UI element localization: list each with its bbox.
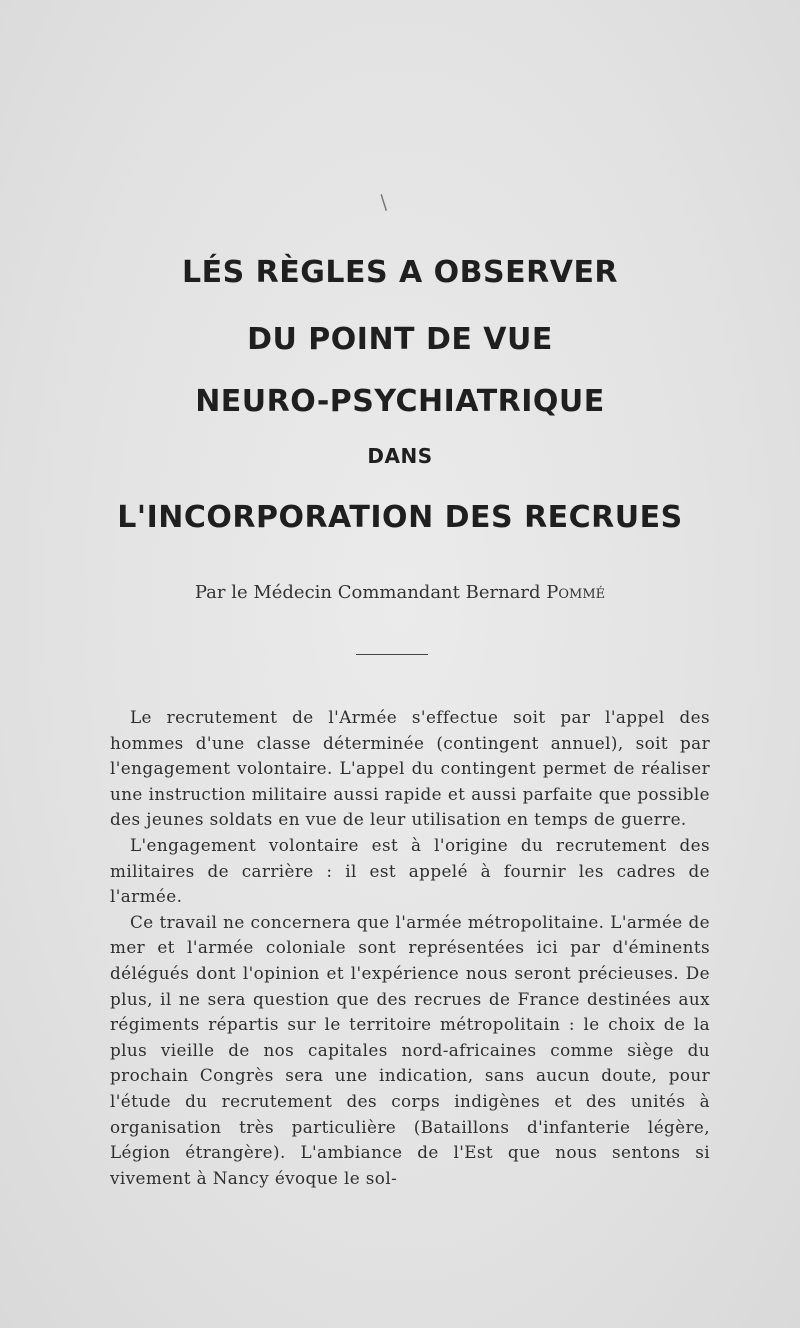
separator-rule	[356, 654, 428, 655]
pencil-mark: /	[373, 190, 394, 214]
paragraph: L'engagement volontaire est à l'origine du recrutement des militaires de carrière : il est appelé à fournir les cadres de l'armée.	[110, 834, 710, 907]
author-surname: Pommé	[546, 582, 606, 603]
title-line-4: DANS	[367, 444, 433, 468]
title-line-2: DU POINT DE VUE	[247, 322, 553, 357]
title-line-3: NEURO-PSYCHIATRIQUE	[195, 384, 605, 419]
paragraph: Ce travail ne concernera que l'armée métropolitaine. L'armée de mer et l'armée coloniale sont représentées ici par d'éminents délégués dont l'opinion et l'expérience nous seront précieuses. De plus, il ne sera question que des recrues de France destinées aux régiments répartis sur le territoire métropolitain : le choix de la plus vieille de nos capitales nord-africaines comme siège du prochain Congrès sera une indication, sans aucun doute, pour l'étude du recrutement des corps indigènes et des unités à organisation très particulière (Bataillons d'infanterie légère, Légion étrangère). L'ambiance de l'Est que nous sentons si vivement à Nancy évoque le sol-	[110, 911, 710, 1188]
body-text	[110, 705, 710, 1191]
title-line-5: L'INCORPORATION DES RECRUES	[117, 500, 683, 535]
title-line-1: LÉS RÈGLES A OBSERVER	[181, 255, 619, 290]
byline-prefix: Par le Médecin Commandant Bernard	[194, 582, 547, 603]
author-byline	[0, 582, 800, 603]
paragraph: Le recrutement de l'Armée s'effectue soit par l'appel des hommes d'une classe déterminée (contingent annuel), soit par l'engagement volontaire. L'appel du contingent permet de réaliser une instruction militaire aussi rapide et aussi parfaite que possible des jeunes soldats en vue de leur utilisation en temps de guerre.	[110, 707, 710, 830]
